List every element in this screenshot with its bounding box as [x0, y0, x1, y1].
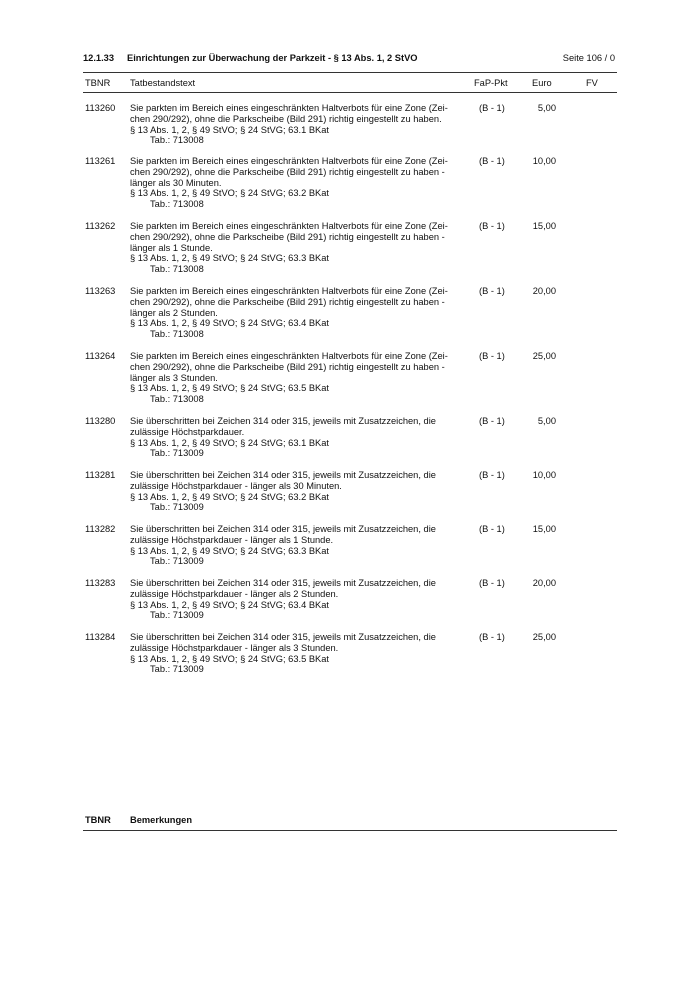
entry-euro: 20,00	[532, 578, 556, 588]
entry-text-line: § 13 Abs. 1, 2, § 49 StVO; § 24 StVG; 63.1 BKat	[130, 437, 329, 448]
entry-text	[130, 286, 465, 340]
entry-fap-pkt: (B - 1)	[479, 221, 505, 231]
entry-tab-reference: Tab.: 713009	[150, 610, 204, 621]
entry-text-line: Sie überschritten bei Zeichen 314 oder 315, jeweils mit Zusatzzeichen, die	[130, 470, 436, 480]
column-euro: Euro	[532, 78, 552, 88]
entry-text-line: Sie parkten im Bereich eines eingeschränkten Haltverbots für eine Zone (Zei-	[130, 286, 448, 296]
entry-text-line: zulässige Höchstparkdauer.	[130, 426, 245, 437]
entry-text-line: Sie parkten im Bereich eines eingeschränkten Haltverbots für eine Zone (Zei-	[130, 103, 448, 113]
entry-text-line: zulässige Höchstparkdauer - länger als 30 Minuten.	[130, 480, 342, 491]
entry-text-line: § 13 Abs. 1, 2, § 49 StVO; § 24 StVG; 63.3 BKat	[130, 253, 329, 264]
entry-text-line: länger als 30 Minuten.	[130, 177, 222, 188]
entry-text-line: chen 290/292), ohne die Parkscheibe (Bild 291) richtig eingestellt zu haben -	[130, 296, 445, 307]
entry-fap-pkt: (B - 1)	[479, 416, 505, 426]
section-title: Einrichtungen zur Überwachung der Parkzeit - § 13 Abs. 1, 2 StVO	[127, 53, 418, 63]
entry-text-line: zulässige Höchstparkdauer - länger als 1 Stunde.	[130, 534, 334, 545]
entry-euro: 10,00	[532, 156, 556, 166]
entry-text-line: länger als 2 Stunden.	[130, 307, 218, 318]
entry-tbnr: 113260	[85, 103, 116, 113]
entry-tbnr: 113284	[85, 632, 116, 642]
entry-fap-pkt: (B - 1)	[479, 103, 505, 113]
entry-text-line: chen 290/292), ohne die Parkscheibe (Bild 291) richtig eingestellt zu haben -	[130, 166, 445, 177]
entry-text-line: Sie überschritten bei Zeichen 314 oder 315, jeweils mit Zusatzzeichen, die	[130, 632, 436, 642]
entry-text-line: länger als 1 Stunde.	[130, 242, 213, 253]
entry-tab-reference: Tab.: 713008	[150, 199, 204, 210]
entry-text-line: Sie überschritten bei Zeichen 314 oder 315, jeweils mit Zusatzzeichen, die	[130, 416, 436, 426]
entry-tab-reference: Tab.: 713009	[150, 556, 204, 567]
entry-text-line: Sie parkten im Bereich eines eingeschränkten Haltverbots für eine Zone (Zei-	[130, 221, 448, 231]
entry-text	[130, 578, 465, 621]
entry-text-line: Sie überschritten bei Zeichen 314 oder 315, jeweils mit Zusatzzeichen, die	[130, 524, 436, 534]
entry-tbnr: 113283	[85, 578, 116, 588]
remarks-rule	[83, 830, 617, 831]
entry-euro: 5,00	[537, 103, 556, 113]
entry-euro: 20,00	[532, 286, 556, 296]
entry-text-line: § 13 Abs. 1, 2, § 49 StVO; § 24 StVG; 63.4 BKat	[130, 599, 329, 610]
entry-text	[130, 221, 465, 275]
entry-text-line: länger als 3 Stunden.	[130, 372, 218, 383]
entry-tbnr: 113263	[85, 286, 116, 296]
column-headers	[83, 78, 617, 92]
entry-tbnr: 113261	[85, 156, 116, 166]
entry-euro: 5,00	[537, 416, 556, 426]
column-header-rule	[83, 92, 617, 93]
entry-fap-pkt: (B - 1)	[479, 156, 505, 166]
entry-text-line: § 13 Abs. 1, 2, § 49 StVO; § 24 StVG; 63.2 BKat	[130, 188, 329, 199]
remarks-tbnr: TBNR	[85, 815, 111, 825]
entry-text	[130, 632, 465, 675]
column-tatbestandstext: Tatbestandstext	[130, 78, 196, 88]
entry-tab-reference: Tab.: 713008	[150, 135, 204, 146]
entry-text-line: § 13 Abs. 1, 2, § 49 StVO; § 24 StVG; 63.5 BKat	[130, 653, 329, 664]
entry-text-line: chen 290/292), ohne die Parkscheibe (Bild 291) richtig eingestellt zu haben -	[130, 361, 445, 372]
entry-euro: 25,00	[532, 632, 556, 642]
entry-tbnr: 113262	[85, 221, 116, 231]
entry-fap-pkt: (B - 1)	[479, 524, 505, 534]
entry-text-line: Sie parkten im Bereich eines eingeschränkten Haltverbots für eine Zone (Zei-	[130, 156, 448, 166]
remarks-label: Bemerkungen	[130, 815, 192, 825]
entry-tab-reference: Tab.: 713009	[150, 502, 204, 513]
section-number: 12.1.33	[83, 53, 115, 63]
entry-text-line: § 13 Abs. 1, 2, § 49 StVO; § 24 StVG; 63.3 BKat	[130, 545, 329, 556]
entry-text	[130, 351, 465, 405]
entry-fap-pkt: (B - 1)	[479, 632, 505, 642]
entry-text	[130, 103, 465, 146]
entry-text-line: § 13 Abs. 1, 2, § 49 StVO; § 24 StVG; 63.4 BKat	[130, 318, 329, 329]
page-number: Seite 106 / 0	[562, 53, 615, 63]
entry-text-line: § 13 Abs. 1, 2, § 49 StVO; § 24 StVG; 63.5 BKat	[130, 383, 329, 394]
entry-tab-reference: Tab.: 713008	[150, 264, 204, 275]
entry-tab-reference: Tab.: 713008	[150, 394, 204, 405]
entry-euro: 15,00	[532, 524, 556, 534]
column-fap-pkt: FaP-Pkt	[474, 78, 508, 88]
remarks-header	[83, 815, 617, 829]
section-header	[83, 53, 617, 67]
entry-tbnr: 113264	[85, 351, 116, 361]
entry-tbnr: 113281	[85, 470, 116, 480]
entry-fap-pkt: (B - 1)	[479, 351, 505, 361]
entry-fap-pkt: (B - 1)	[479, 578, 505, 588]
entry-tbnr: 113282	[85, 524, 116, 534]
entry-text-line: Sie parkten im Bereich eines eingeschränkten Haltverbots für eine Zone (Zei-	[130, 351, 448, 361]
column-fv: FV	[586, 78, 598, 88]
entry-text-line: zulässige Höchstparkdauer - länger als 2 Stunden.	[130, 588, 339, 599]
entry-text-line: chen 290/292), ohne die Parkscheibe (Bild 291) richtig eingestellt zu haben -	[130, 231, 445, 242]
entry-text-line: § 13 Abs. 1, 2, § 49 StVO; § 24 StVG; 63.2 BKat	[130, 491, 329, 502]
entry-text	[130, 416, 465, 459]
entry-tbnr: 113280	[85, 416, 116, 426]
entry-text	[130, 470, 465, 513]
entry-euro: 10,00	[532, 470, 556, 480]
entry-text-line: chen 290/292), ohne die Parkscheibe (Bild 291) richtig eingestellt zu haben.	[130, 113, 442, 124]
entry-tab-reference: Tab.: 713009	[150, 448, 204, 459]
entry-euro: 25,00	[532, 351, 556, 361]
entry-text	[130, 156, 465, 210]
entry-text	[130, 524, 465, 567]
entry-fap-pkt: (B - 1)	[479, 286, 505, 296]
entry-euro: 15,00	[532, 221, 556, 231]
entry-tab-reference: Tab.: 713009	[150, 664, 204, 675]
entry-text-line: § 13 Abs. 1, 2, § 49 StVO; § 24 StVG; 63.1 BKat	[130, 124, 329, 135]
entry-fap-pkt: (B - 1)	[479, 470, 505, 480]
header-rule	[83, 72, 617, 73]
entry-text-line: Sie überschritten bei Zeichen 314 oder 315, jeweils mit Zusatzzeichen, die	[130, 578, 436, 588]
column-tbnr: TBNR	[85, 78, 111, 88]
entry-tab-reference: Tab.: 713008	[150, 329, 204, 340]
entry-text-line: zulässige Höchstparkdauer - länger als 3 Stunden.	[130, 642, 339, 653]
